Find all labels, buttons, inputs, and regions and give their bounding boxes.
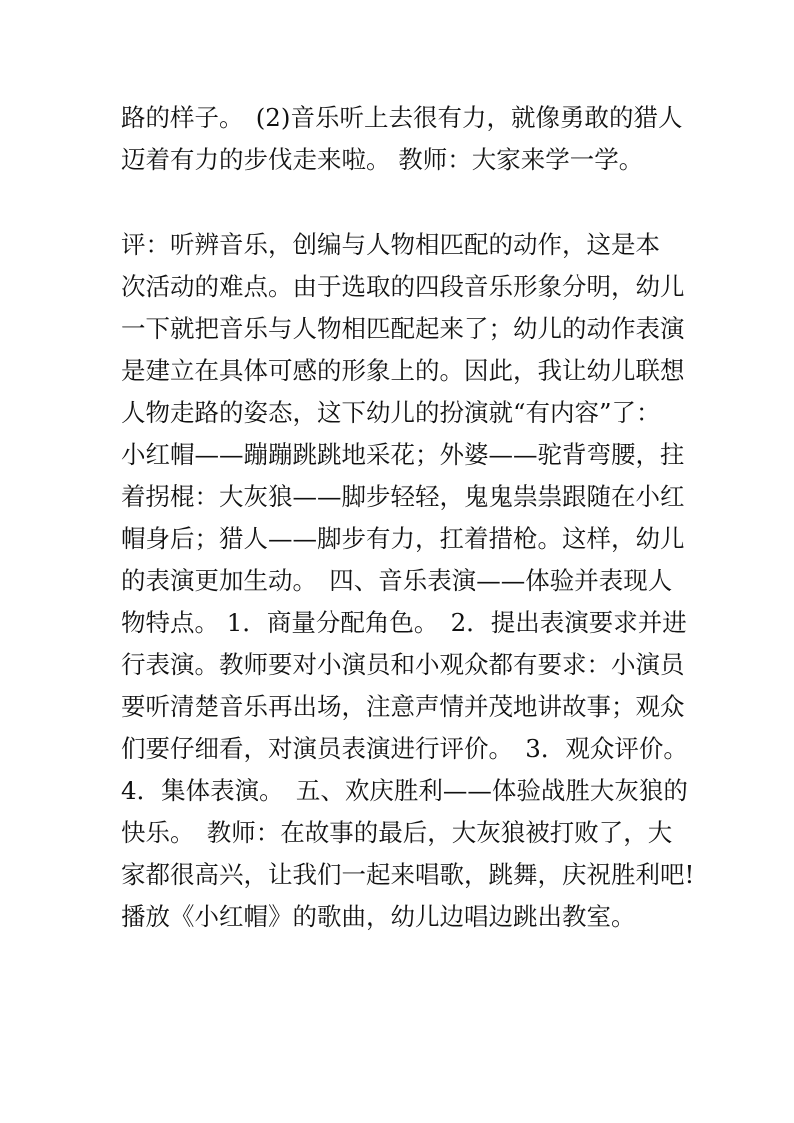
text-line: 家都很高兴，让我们一起来唱歌，跳舞，庆祝胜利吧! — [121, 860, 695, 889]
text-line: 迈着有力的步伐走来啦。 教师：大家来学一学。 — [121, 145, 644, 174]
text-line: 4．集体表演。 五、欢庆胜利——体验战胜大灰狼的 — [121, 776, 688, 805]
text-line: 的表演更加生动。 四、音乐表演——体验并表现人 — [121, 566, 673, 595]
text-line: 着拐棍：大灰狼——脚步轻轻，鬼鬼祟祟跟随在小红 — [121, 482, 685, 511]
text-line: 一下就把音乐与人物相匹配起来了；幼儿的动作表演 — [121, 314, 685, 343]
text-line: 路的样子。 (2)音乐听上去很有力，就像勇敢的猎人 — [121, 103, 683, 132]
text-line: 要听清楚音乐再出场，注意声情并茂地讲故事；观众 — [121, 692, 685, 721]
text-line: 快乐。 教师：在故事的最后，大灰狼被打败了，大 — [121, 818, 673, 847]
text-line: 们要仔细看，对演员表演进行评价。 3．观众评价。 — [121, 734, 688, 763]
text-line: 人物走路的姿态，这下幼儿的扮演就“有内容”了： — [121, 398, 661, 427]
text-line: 播放《小红帽》的歌曲，幼儿边唱边跳出教室。 — [121, 902, 636, 931]
text-line: 评：听辨音乐，创编与人物相匹配的动作，这是本 — [121, 230, 660, 259]
text-line: 是建立在具体可感的形象上的。因此，我让幼儿联想 — [121, 356, 685, 385]
text-line: 行表演。教师要对小演员和小观众都有要求：小演员 — [121, 650, 685, 679]
text-line: 小红帽——蹦蹦跳跳地采花；外婆——驼背弯腰，拄 — [121, 440, 685, 469]
text-line: 物特点。 1．商量分配角色。 2．提出表演要求并进 — [121, 608, 687, 637]
text-line: 次活动的难点。由于选取的四段音乐形象分明，幼儿 — [121, 272, 685, 301]
text-line: 帽身后；猎人——脚步有力，扛着措枪。这样，幼儿 — [121, 524, 685, 553]
